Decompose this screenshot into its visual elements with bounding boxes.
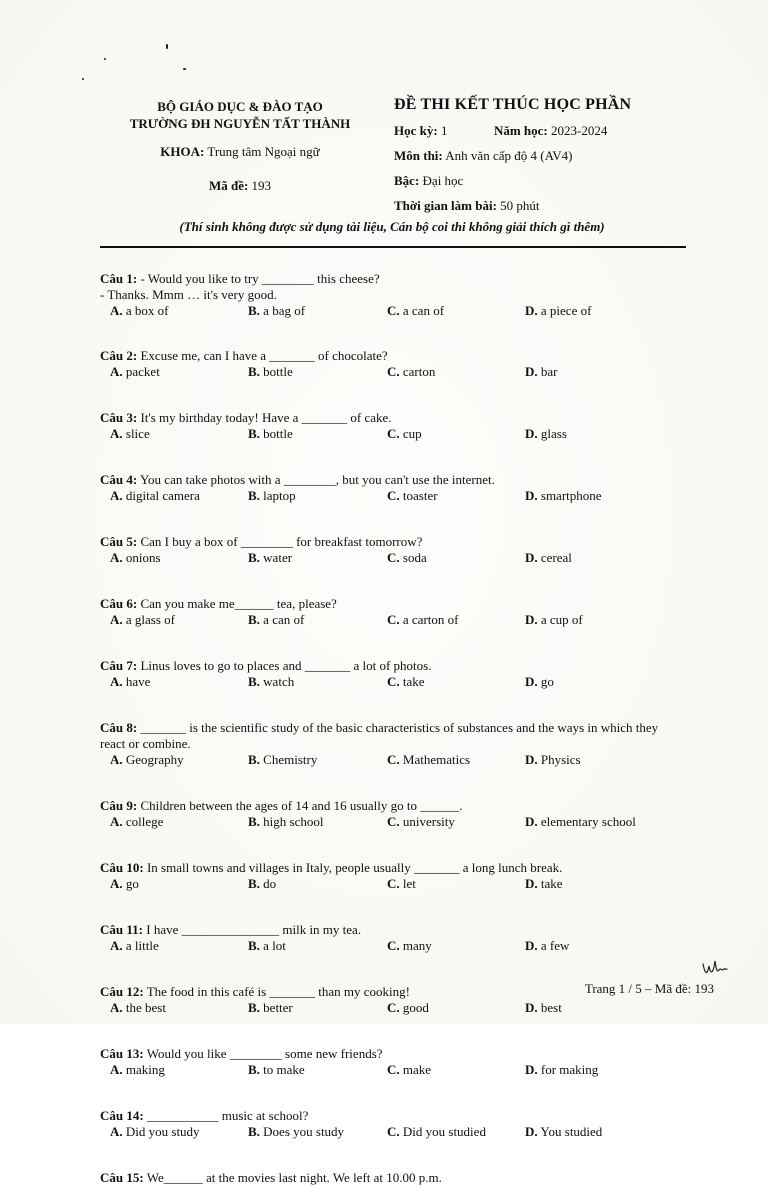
option-text: for making (540, 1062, 599, 1077)
option-letter: C. (387, 488, 400, 503)
option-text: better (263, 1000, 293, 1015)
option-text: toaster (402, 488, 438, 503)
answer-option (110, 674, 150, 690)
level-line (394, 172, 694, 189)
option-text: soda (402, 550, 427, 565)
institution-block (110, 98, 370, 194)
subject-line (394, 147, 694, 164)
option-letter: D. (525, 364, 538, 379)
school-name: TRƯỜNG ĐH NGUYỄN TẤT THÀNH (129, 116, 351, 131)
question-stem (100, 798, 710, 814)
question-number: Câu 7: (100, 658, 138, 673)
option-text: the best (125, 1000, 166, 1015)
answer-option (525, 814, 636, 830)
option-text: Physics (540, 752, 581, 767)
option-text: many (402, 938, 432, 953)
question-number: Câu 3: (100, 410, 138, 425)
answer-option (387, 426, 422, 442)
answer-option (525, 674, 554, 690)
level-label: Bậc: (394, 173, 420, 188)
question-stem (100, 472, 710, 488)
option-text: have (125, 674, 151, 689)
answer-option (525, 303, 591, 319)
option-text: a carton of (402, 612, 459, 627)
option-text: a box of (125, 303, 169, 318)
question-list (100, 271, 710, 1186)
option-letter: D. (525, 488, 538, 503)
answer-option (248, 674, 294, 690)
option-letter: D. (525, 752, 538, 767)
option-letter: B. (248, 876, 260, 891)
option-text: a cup of (540, 612, 583, 627)
option-text: You studied (540, 1124, 603, 1139)
option-letter: A. (110, 364, 123, 379)
answer-option (248, 364, 293, 380)
answer-option (110, 550, 161, 566)
option-text: bar (540, 364, 558, 379)
exam-instructions: (Thí sinh không được sử dụng tài liệu, Cán bộ coi thi không giải thích gì thêm) (179, 219, 605, 234)
option-text: make (402, 1062, 432, 1077)
answer-option (248, 303, 305, 319)
question-item (100, 860, 710, 892)
answer-option (525, 550, 572, 566)
option-text: watch (263, 674, 295, 689)
option-text: go (125, 876, 139, 891)
question-item (100, 348, 710, 380)
answer-option (387, 876, 416, 892)
option-letter: D. (525, 1124, 538, 1139)
answer-options (100, 814, 710, 830)
question-text: Excuse me, can I have a _______ of chocolate? (137, 348, 388, 363)
question-number: Câu 10: (100, 860, 144, 875)
question-text-continued: react or combine. (100, 736, 191, 751)
question-item (100, 798, 710, 830)
option-letter: C. (387, 612, 400, 627)
option-letter: D. (525, 550, 538, 565)
answer-option (110, 1000, 166, 1016)
option-text: a piece of (540, 303, 592, 318)
option-letter: D. (525, 426, 538, 441)
answer-option (248, 938, 286, 954)
option-letter: C. (387, 550, 400, 565)
option-text: university (402, 814, 455, 829)
option-letter: C. (387, 938, 400, 953)
question-text: We______ at the movies last night. We left at 10.00 p.m. (143, 1170, 442, 1185)
option-text: bottle (263, 364, 293, 379)
question-stem (100, 1108, 710, 1124)
option-letter: A. (110, 674, 123, 689)
option-letter: D. (525, 1062, 538, 1077)
signature-mark (700, 958, 730, 980)
duration-value: 50 phút (500, 198, 540, 213)
option-letter: C. (387, 1062, 400, 1077)
answer-option (110, 1124, 200, 1140)
option-letter: A. (110, 1062, 123, 1077)
exam-code-label: Mã đề: (208, 178, 249, 193)
option-text: Did you studied (402, 1124, 486, 1139)
option-text: Did you study (125, 1124, 200, 1139)
question-item (100, 1170, 710, 1186)
option-text: a lot (263, 938, 286, 953)
question-text-continued: - Thanks. Mmm … it's very good. (100, 287, 277, 302)
answer-option (387, 550, 427, 566)
question-text: Children between the ages of 14 and 16 usually go to ______. (137, 798, 463, 813)
option-text: bottle (263, 426, 293, 441)
answer-option (387, 814, 455, 830)
question-number: Câu 9: (100, 798, 138, 813)
option-text: to make (263, 1062, 305, 1077)
question-item (100, 271, 710, 319)
answer-option (387, 364, 435, 380)
answer-options (100, 752, 710, 768)
answer-option (110, 752, 184, 768)
option-letter: A. (110, 938, 123, 953)
option-text: cup (402, 426, 422, 441)
semester-year-line (394, 122, 694, 139)
option-text: digital camera (125, 488, 200, 503)
option-text: a little (125, 938, 159, 953)
option-letter: C. (387, 814, 400, 829)
answer-options (100, 1124, 710, 1140)
answer-option (248, 1062, 305, 1078)
exam-info-block (394, 96, 694, 222)
answer-option (248, 550, 292, 566)
question-stem (100, 860, 710, 876)
faculty-label: KHOA: (160, 144, 205, 159)
page-footer: Trang 1 / 5 – Mã đề: 193 (584, 981, 714, 996)
answer-options (100, 488, 710, 504)
option-text: glass (540, 426, 567, 441)
option-letter: C. (387, 364, 400, 379)
option-letter: B. (248, 814, 260, 829)
faculty-line (110, 144, 370, 160)
answer-option (248, 488, 296, 504)
answer-option (387, 1124, 486, 1140)
option-letter: B. (248, 364, 260, 379)
question-text: _______ is the scientific study of the basic characteristics of substances and the ways in which they (137, 720, 659, 735)
answer-option (110, 364, 160, 380)
question-item (100, 1108, 710, 1140)
option-letter: D. (525, 1000, 538, 1015)
option-letter: C. (387, 876, 400, 891)
option-letter: C. (387, 752, 400, 767)
question-text: Linus loves to go to places and _______ a lot of photos. (137, 658, 432, 673)
question-stem (100, 1046, 710, 1062)
answer-option (387, 1000, 429, 1016)
question-stem (100, 1170, 710, 1186)
answer-option (110, 938, 159, 954)
question-item (100, 596, 710, 628)
option-letter: B. (248, 1000, 260, 1015)
option-text: do (263, 876, 277, 891)
option-text: take (540, 876, 563, 891)
answer-options (100, 938, 710, 954)
level-value: Đại học (422, 173, 464, 188)
option-letter: C. (387, 426, 400, 441)
option-letter: B. (248, 674, 260, 689)
option-letter: B. (248, 1124, 260, 1139)
answer-option (387, 674, 425, 690)
option-letter: D. (525, 674, 538, 689)
option-text: college (125, 814, 164, 829)
answer-option (387, 488, 438, 504)
option-letter: B. (248, 752, 260, 767)
option-text: Geography (125, 752, 184, 767)
answer-option (110, 1062, 165, 1078)
question-item (100, 922, 710, 954)
option-text: go (540, 674, 554, 689)
option-letter: C. (387, 303, 400, 318)
answer-option (387, 938, 432, 954)
option-text: a glass of (125, 612, 175, 627)
answer-option (110, 488, 200, 504)
answer-option (110, 814, 163, 830)
question-text: Can you make me______ tea, please? (137, 596, 337, 611)
option-letter: A. (110, 876, 123, 891)
semester-label: Học kỳ: (394, 123, 438, 138)
question-text: In small towns and villages in Italy, people usually _______ a long lunch break. (143, 860, 563, 875)
answer-option (248, 426, 293, 442)
subject-label: Môn thi: (394, 148, 443, 163)
option-letter: A. (110, 488, 123, 503)
option-letter: D. (525, 814, 538, 829)
option-text: let (402, 876, 416, 891)
duration-label: Thời gian làm bài: (394, 198, 497, 213)
question-number: Câu 2: (100, 348, 138, 363)
exam-code-value: 193 (251, 178, 272, 193)
answer-option (525, 876, 563, 892)
year-value: 2023-2024 (551, 123, 608, 138)
exam-code-line (110, 178, 370, 194)
question-stem (100, 271, 710, 287)
option-text: a few (540, 938, 570, 953)
question-text: - Would you like to try ________ this cheese? (137, 271, 380, 286)
option-letter: B. (248, 550, 260, 565)
option-text: Does you study (263, 1124, 345, 1139)
option-letter: C. (387, 1000, 400, 1015)
question-text: You can take photos with a ________, but you can't use the internet. (137, 472, 495, 487)
option-text: making (125, 1062, 165, 1077)
answer-option (387, 612, 458, 628)
answer-option (248, 752, 317, 768)
option-text: smartphone (540, 488, 602, 503)
option-text: Mathematics (402, 752, 471, 767)
option-letter: A. (110, 814, 123, 829)
question-item (100, 720, 710, 768)
answer-options (100, 426, 710, 442)
ministry-name: BỘ GIÁO DỤC & ĐÀO TẠO (157, 99, 323, 114)
option-letter: C. (387, 1124, 400, 1139)
option-letter: A. (110, 1124, 123, 1139)
option-text: elementary school (540, 814, 636, 829)
question-number: Câu 4: (100, 472, 138, 487)
option-letter: B. (248, 938, 260, 953)
question-text: Would you like ________ some new friends? (143, 1046, 383, 1061)
answer-option (525, 1124, 602, 1140)
option-letter: A. (110, 550, 123, 565)
answer-option (248, 876, 276, 892)
question-number: Câu 11: (100, 922, 143, 937)
answer-option (387, 752, 470, 768)
question-stem (100, 596, 710, 612)
option-text: onions (125, 550, 161, 565)
answer-option (525, 1062, 598, 1078)
question-item (100, 472, 710, 504)
answer-option (525, 938, 569, 954)
question-item (100, 534, 710, 566)
answer-options (100, 876, 710, 892)
question-number: Câu 6: (100, 596, 138, 611)
answer-option (110, 612, 175, 628)
answer-option (525, 488, 602, 504)
answer-option (525, 1000, 562, 1016)
question-number: Câu 14: (100, 1108, 144, 1123)
duration-line (394, 197, 694, 214)
option-letter: D. (525, 876, 538, 891)
question-text: I have _______________ milk in my tea. (142, 922, 362, 937)
answer-option (387, 1062, 431, 1078)
answer-options (100, 303, 710, 319)
answer-option (525, 612, 583, 628)
option-letter: A. (110, 426, 123, 441)
question-stem (100, 348, 710, 364)
option-text: Chemistry (263, 752, 318, 767)
answer-options (100, 550, 710, 566)
question-text: Can I buy a box of ________ for breakfast tomorrow? (137, 534, 423, 549)
option-letter: A. (110, 1000, 123, 1015)
question-stem (100, 534, 710, 550)
answer-option (525, 426, 567, 442)
question-text: ___________ music at school? (143, 1108, 309, 1123)
semester-value: 1 (440, 123, 448, 138)
faculty-value: Trung tâm Ngoại ngữ (207, 144, 320, 159)
question-stem (100, 922, 710, 938)
answer-option (248, 814, 323, 830)
option-text: a can of (263, 612, 305, 627)
answer-options (100, 1000, 710, 1016)
answer-options (100, 674, 710, 690)
answer-options (100, 364, 710, 380)
question-text: It's my birthday today! Have a _______ of cake. (137, 410, 392, 425)
option-text: a bag of (263, 303, 306, 318)
option-text: carton (402, 364, 436, 379)
question-number: Câu 8: (100, 720, 138, 735)
answer-option (525, 752, 581, 768)
answer-options (100, 612, 710, 628)
header-divider (100, 246, 686, 248)
answer-option (110, 426, 150, 442)
answer-option (387, 303, 444, 319)
subject-value: Anh văn cấp độ 4 (AV4) (445, 148, 573, 163)
option-text: good (402, 1000, 429, 1015)
option-text: cereal (540, 550, 572, 565)
question-number: Câu 12: (100, 984, 144, 999)
question-number: Câu 5: (100, 534, 138, 549)
option-text: slice (125, 426, 150, 441)
exam-title: ĐỀ THI KẾT THÚC HỌC PHẦN (394, 96, 632, 113)
answer-option (110, 303, 169, 319)
question-item (100, 1046, 710, 1078)
year-label: Năm học: (493, 123, 548, 138)
answer-option (525, 364, 558, 380)
option-text: take (402, 674, 425, 689)
question-number: Câu 13: (100, 1046, 144, 1061)
question-text: The food in this café is _______ than my cooking! (143, 984, 410, 999)
question-item (100, 410, 710, 442)
option-letter: D. (525, 938, 538, 953)
question-number: Câu 1: (100, 271, 138, 286)
option-text: laptop (263, 488, 296, 503)
answer-option (248, 612, 304, 628)
option-letter: C. (387, 674, 400, 689)
question-number: Câu 15: (100, 1170, 144, 1185)
option-text: best (540, 1000, 562, 1015)
option-letter: B. (248, 1062, 260, 1077)
option-text: packet (125, 364, 160, 379)
option-text: high school (263, 814, 324, 829)
question-stem (100, 658, 710, 674)
answer-option (110, 876, 139, 892)
question-item (100, 658, 710, 690)
question-stem (100, 720, 710, 736)
option-text: water (263, 550, 293, 565)
option-text: a can of (402, 303, 445, 318)
option-letter: B. (248, 426, 260, 441)
option-letter: A. (110, 612, 123, 627)
option-letter: B. (248, 612, 260, 627)
answer-option (248, 1000, 293, 1016)
answer-options (100, 1062, 710, 1078)
option-letter: D. (525, 303, 538, 318)
option-letter: A. (110, 752, 123, 767)
answer-option (248, 1124, 344, 1140)
option-letter: A. (110, 303, 123, 318)
option-letter: D. (525, 612, 538, 627)
option-letter: B. (248, 303, 260, 318)
option-letter: B. (248, 488, 260, 503)
question-stem (100, 410, 710, 426)
